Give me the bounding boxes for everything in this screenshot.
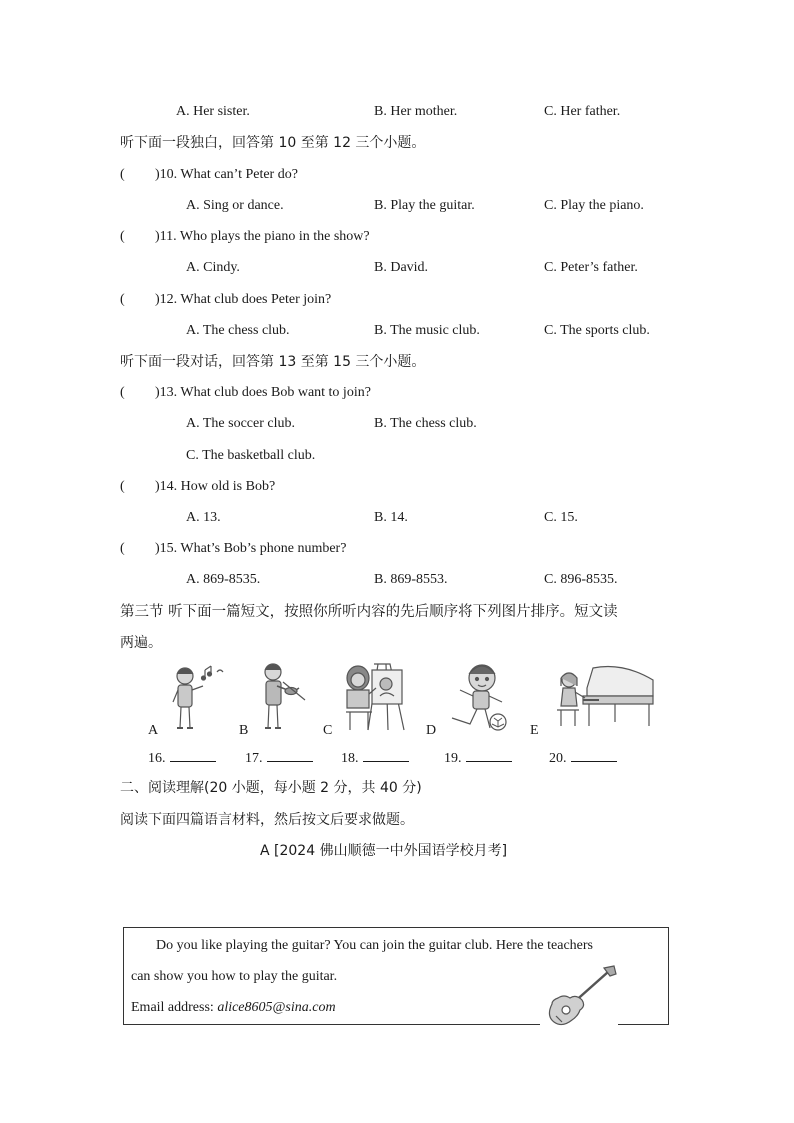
q13-option-a: A. The soccer club. [186, 416, 295, 431]
girl-piano-picture [553, 660, 657, 732]
q9-option-c: C. Her father. [544, 104, 621, 119]
picture-letter-b: B [239, 723, 249, 738]
picture-letter-a: A [148, 723, 159, 738]
q13-option-c: C. The basketball club. [186, 448, 316, 463]
q15-option-a: A. 869-8535. [186, 572, 261, 587]
blank-number-19: 19. [444, 751, 462, 766]
answer-blank-18[interactable] [341, 748, 409, 768]
q11-option-b: B. David. [374, 260, 429, 275]
q14-option-a: A. 13. [186, 510, 221, 525]
q11-option-a: A. Cindy. [186, 260, 240, 275]
q9-option-a: A. Her sister. [176, 104, 250, 119]
guitar-icon [542, 964, 618, 1028]
q12-option-b: B. The music club. [374, 323, 480, 338]
q12-option-a: A. The chess club. [186, 323, 290, 338]
q11-paren: ( [120, 229, 125, 244]
q14-paren: ( [120, 479, 125, 494]
notice-email-line [131, 999, 336, 1017]
q12-stem: )12. What club does Peter join? [155, 292, 332, 307]
answer-blank-17[interactable] [245, 748, 313, 768]
picture-letter-c: C [323, 723, 333, 738]
q10-option-b: B. Play the guitar. [374, 198, 475, 213]
passage-a-title: A [2024 佛山顺德一中外国语学校月考] [260, 843, 508, 859]
blank-line-19[interactable] [466, 748, 512, 762]
blank-number-18: 18. [341, 751, 359, 766]
blank-line-16[interactable] [170, 748, 216, 762]
boy-violin-picture [255, 660, 309, 734]
guitar-club-notice-box [123, 927, 669, 1025]
blank-line-18[interactable] [363, 748, 409, 762]
section-dialogue-instruction: 听下面一段对话，回答第 13 至第 15 三个小题。 [120, 354, 426, 370]
answer-blank-19[interactable] [444, 748, 512, 768]
email-address: alice8605@sina.com [217, 1000, 336, 1015]
q10-option-a: A. Sing or dance. [186, 198, 284, 213]
q15-option-c: C. 896-8535. [544, 572, 618, 587]
q10-stem: )10. What can’t Peter do? [155, 167, 298, 182]
girl-painting-picture [338, 660, 410, 734]
q13-paren: ( [120, 385, 125, 400]
q11-option-c: C. Peter’s father. [544, 260, 638, 275]
blank-line-17[interactable] [267, 748, 313, 762]
picture-letter-e: E [530, 723, 539, 738]
part3-instruction-line2: 两遍。 [120, 635, 162, 651]
email-label: Email address: [131, 1000, 214, 1015]
blank-number-17: 17. [245, 751, 263, 766]
q12-paren: ( [120, 292, 125, 307]
notice-line-2: can show you how to play the guitar. [131, 969, 338, 984]
blank-number-16: 16. [148, 751, 166, 766]
q14-stem: )14. How old is Bob? [155, 479, 276, 494]
boy-singing-picture [165, 662, 225, 734]
boy-soccer-picture [446, 660, 510, 734]
q13-stem: )13. What club does Bob want to join? [155, 385, 371, 400]
reading-instruction: 阅读下面四篇语言材料，然后按文后要求做题。 [120, 812, 414, 828]
part3-instruction-line1: 第三节 听下面一篇短文，按照你所听内容的先后顺序将下列图片排序。短文读 [120, 604, 618, 620]
q9-option-b: B. Her mother. [374, 104, 458, 119]
reading-section-heading: 二、阅读理解(20 小题，每小题 2 分，共 40 分) [120, 780, 422, 796]
q12-option-c: C. The sports club. [544, 323, 650, 338]
q15-paren: ( [120, 541, 125, 556]
notice-line-1: Do you like playing the guitar? You can join the guitar club. Here the teachers [156, 938, 593, 953]
blank-number-20: 20. [549, 751, 567, 766]
q10-paren: ( [120, 167, 125, 182]
picture-letter-d: D [426, 723, 437, 738]
q15-stem: )15. What’s Bob’s phone number? [155, 541, 347, 556]
answer-blank-16[interactable] [148, 748, 216, 768]
blank-line-20[interactable] [571, 748, 617, 762]
answer-blank-20[interactable] [549, 748, 617, 768]
section-monologue-instruction: 听下面一段独白，回答第 10 至第 12 三个小题。 [120, 135, 426, 151]
q10-option-c: C. Play the piano. [544, 198, 644, 213]
q13-option-b: B. The chess club. [374, 416, 477, 431]
q15-option-b: B. 869-8553. [374, 572, 448, 587]
q11-stem: )11. Who plays the piano in the show? [155, 229, 370, 244]
q14-option-b: B. 14. [374, 510, 408, 525]
q14-option-c: C. 15. [544, 510, 578, 525]
